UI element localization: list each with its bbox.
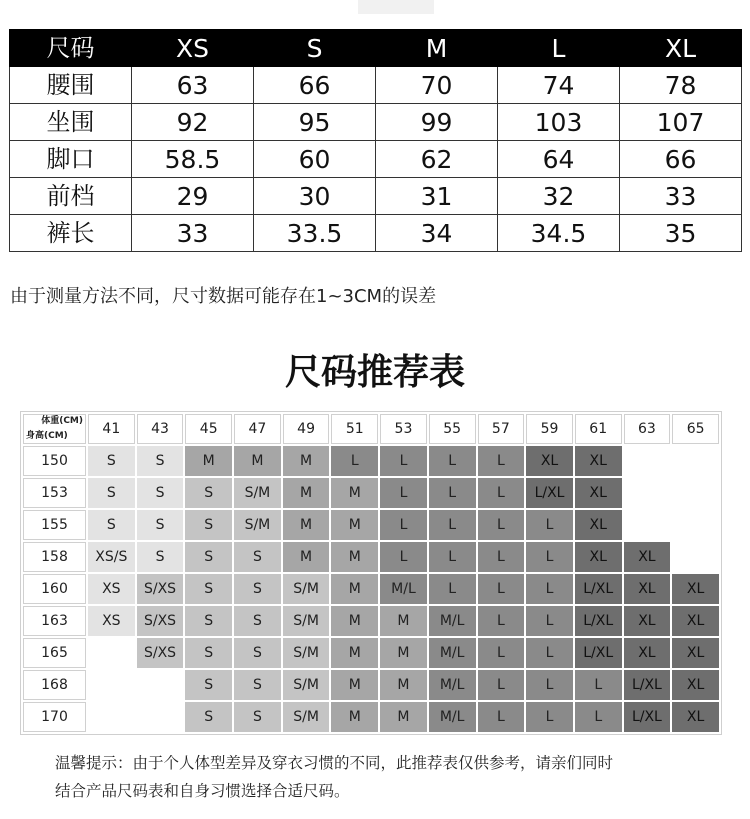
- recommend-empty-cell: [672, 478, 719, 508]
- recommend-size-cell: S: [185, 574, 232, 604]
- size-header-cell: XS: [132, 30, 254, 67]
- recommend-size-cell: M: [331, 670, 378, 700]
- recommend-size-cell: M/L: [429, 702, 476, 732]
- recommend-size-cell: L: [526, 510, 573, 540]
- recommend-size-cell: M/L: [429, 670, 476, 700]
- size-header-label: 尺码: [10, 30, 132, 67]
- size-table: [9, 29, 742, 252]
- recommend-empty-cell: [88, 670, 135, 700]
- weight-header-cell: 61: [575, 414, 622, 444]
- recommend-row: [23, 638, 719, 668]
- recommend-empty-cell: [624, 478, 671, 508]
- recommend-size-cell: S: [88, 510, 135, 540]
- recommend-size-cell: XL: [624, 574, 671, 604]
- size-value-cell: 35: [620, 215, 742, 252]
- size-row-label: 前档: [10, 178, 132, 215]
- size-value-cell: 66: [254, 67, 376, 104]
- recommend-empty-cell: [672, 510, 719, 540]
- recommend-empty-cell: [672, 446, 719, 476]
- weight-header-cell: 59: [526, 414, 573, 444]
- recommend-size-cell: XL: [672, 702, 719, 732]
- size-value-cell: 62: [376, 141, 498, 178]
- recommend-size-cell: XL: [624, 606, 671, 636]
- size-value-cell: 33: [620, 178, 742, 215]
- size-value-cell: 99: [376, 104, 498, 141]
- size-value-cell: 31: [376, 178, 498, 215]
- recommend-title: 尺码推荐表: [284, 352, 465, 393]
- recommend-size-cell: S: [185, 702, 232, 732]
- size-value-cell: 95: [254, 104, 376, 141]
- recommend-size-cell: M: [283, 542, 330, 572]
- recommend-size-cell: M: [380, 638, 427, 668]
- weight-header-cell: 63: [624, 414, 671, 444]
- height-label-cell: 150: [23, 446, 86, 476]
- recommend-size-cell: M: [234, 446, 281, 476]
- weight-header-row: [23, 414, 719, 444]
- recommend-size-cell: M: [185, 446, 232, 476]
- size-header-cell: M: [376, 30, 498, 67]
- recommend-size-cell: L/XL: [624, 670, 671, 700]
- recommend-row: [23, 478, 719, 508]
- recommend-size-cell: M: [283, 510, 330, 540]
- tips-line-1: 温馨提示：由于个人体型差异及穿衣习惯的不同，此推荐表仅供参考，请亲们同时: [55, 754, 614, 772]
- recommend-size-cell: L: [331, 446, 378, 476]
- recommend-row: [23, 670, 719, 700]
- recommend-size-cell: XL: [672, 670, 719, 700]
- recommend-size-cell: XL: [575, 446, 622, 476]
- weight-header-cell: 55: [429, 414, 476, 444]
- recommend-size-cell: L: [526, 606, 573, 636]
- size-value-cell: 66: [620, 141, 742, 178]
- recommend-size-cell: L: [380, 510, 427, 540]
- size-value-cell: 74: [498, 67, 620, 104]
- recommend-size-cell: L: [478, 702, 525, 732]
- recommend-size-cell: S: [185, 606, 232, 636]
- recommend-size-cell: L: [478, 478, 525, 508]
- recommend-size-cell: L: [380, 478, 427, 508]
- recommend-size-cell: XS: [88, 606, 135, 636]
- recommend-size-cell: M: [283, 478, 330, 508]
- recommend-size-cell: L: [478, 606, 525, 636]
- size-header-cell: L: [498, 30, 620, 67]
- height-label-cell: 168: [23, 670, 86, 700]
- recommend-size-cell: S/M: [234, 478, 281, 508]
- recommend-size-cell: M: [283, 446, 330, 476]
- recommend-size-cell: XL: [672, 606, 719, 636]
- recommend-size-cell: XS/S: [88, 542, 135, 572]
- size-value-cell: 30: [254, 178, 376, 215]
- recommend-size-cell: XL: [526, 446, 573, 476]
- recommend-size-cell: L: [429, 510, 476, 540]
- recommend-size-cell: S: [185, 478, 232, 508]
- recommend-size-cell: L/XL: [526, 478, 573, 508]
- recommend-size-cell: L/XL: [575, 606, 622, 636]
- height-label-cell: 158: [23, 542, 86, 572]
- recommend-size-cell: M/L: [380, 574, 427, 604]
- size-value-cell: 92: [132, 104, 254, 141]
- recommend-size-cell: S: [137, 478, 184, 508]
- recommend-size-cell: L: [526, 638, 573, 668]
- tips-line-2: 结合产品尺码表和自身习惯选择合适尺码。: [55, 782, 350, 800]
- weight-header-cell: 41: [88, 414, 135, 444]
- recommend-size-cell: L: [380, 542, 427, 572]
- recommend-size-cell: M: [331, 702, 378, 732]
- weight-header-cell: 47: [234, 414, 281, 444]
- recommend-size-cell: L: [429, 478, 476, 508]
- recommend-size-cell: M: [331, 542, 378, 572]
- recommend-size-cell: S: [234, 670, 281, 700]
- recommend-row: [23, 702, 719, 732]
- recommend-size-cell: M: [331, 574, 378, 604]
- recommend-size-cell: S: [234, 638, 281, 668]
- recommend-size-cell: XL: [624, 542, 671, 572]
- recommend-size-cell: L: [478, 670, 525, 700]
- recommend-size-cell: S/XS: [137, 638, 184, 668]
- recommend-size-cell: L: [429, 574, 476, 604]
- recommend-size-cell: S: [185, 542, 232, 572]
- size-row: [10, 178, 742, 215]
- recommend-row: [23, 542, 719, 572]
- recommend-size-cell: L: [478, 510, 525, 540]
- recommend-size-cell: S: [234, 702, 281, 732]
- recommend-row: [23, 446, 719, 476]
- top-tab-decoration: [358, 0, 434, 14]
- recommend-empty-cell: [137, 702, 184, 732]
- size-value-cell: 64: [498, 141, 620, 178]
- weight-header-cell: 53: [380, 414, 427, 444]
- height-label-cell: 165: [23, 638, 86, 668]
- size-value-cell: 33: [132, 215, 254, 252]
- size-row-label: 脚口: [10, 141, 132, 178]
- recommend-size-cell: M: [380, 670, 427, 700]
- height-label-cell: 160: [23, 574, 86, 604]
- recommend-empty-cell: [624, 510, 671, 540]
- recommend-size-cell: L/XL: [575, 574, 622, 604]
- recommend-size-cell: L: [478, 638, 525, 668]
- size-value-cell: 78: [620, 67, 742, 104]
- recommend-size-cell: L: [526, 542, 573, 572]
- recommend-size-cell: L: [526, 670, 573, 700]
- recommend-empty-cell: [672, 542, 719, 572]
- recommend-size-cell: M: [331, 510, 378, 540]
- size-row-label: 坐围: [10, 104, 132, 141]
- recommend-size-cell: M: [331, 638, 378, 668]
- recommend-size-cell: M: [380, 702, 427, 732]
- recommend-row: [23, 574, 719, 604]
- recommend-size-cell: S/XS: [137, 574, 184, 604]
- recommend-size-cell: S/M: [234, 510, 281, 540]
- size-value-cell: 70: [376, 67, 498, 104]
- recommend-size-cell: M: [331, 478, 378, 508]
- recommend-size-cell: L: [478, 574, 525, 604]
- recommend-empty-cell: [624, 446, 671, 476]
- recommend-size-cell: L: [429, 542, 476, 572]
- height-label-cell: 163: [23, 606, 86, 636]
- recommend-size-cell: M/L: [429, 606, 476, 636]
- tips-text: [55, 749, 613, 805]
- recommend-size-cell: L: [478, 446, 525, 476]
- size-value-cell: 34: [376, 215, 498, 252]
- recommend-row: [23, 606, 719, 636]
- size-value-cell: 33.5: [254, 215, 376, 252]
- recommend-size-cell: S/M: [283, 574, 330, 604]
- measurement-note: 由于测量方法不同，尺寸数据可能存在1~3CM的误差: [10, 286, 437, 307]
- recommend-size-cell: XL: [575, 510, 622, 540]
- weight-header-cell: 65: [672, 414, 719, 444]
- recommend-size-cell: S/M: [283, 702, 330, 732]
- size-value-cell: 63: [132, 67, 254, 104]
- recommend-size-cell: XL: [575, 478, 622, 508]
- recommend-size-cell: XL: [575, 542, 622, 572]
- recommend-size-cell: L: [429, 446, 476, 476]
- weight-header-cell: 45: [185, 414, 232, 444]
- size-value-cell: 58.5: [132, 141, 254, 178]
- recommend-size-cell: M/L: [429, 638, 476, 668]
- recommend-size-cell: L: [526, 702, 573, 732]
- recommend-size-cell: S: [185, 670, 232, 700]
- size-row-label: 裤长: [10, 215, 132, 252]
- size-row: [10, 104, 742, 141]
- weight-header-cell: 49: [283, 414, 330, 444]
- recommend-empty-cell: [88, 638, 135, 668]
- size-row-label: 腰围: [10, 67, 132, 104]
- height-axis-label: 身高(CM): [26, 431, 68, 441]
- size-header-cell: S: [254, 30, 376, 67]
- recommend-size-cell: S/M: [283, 606, 330, 636]
- size-row: [10, 67, 742, 104]
- recommend-empty-cell: [88, 702, 135, 732]
- size-value-cell: 32: [498, 178, 620, 215]
- size-header-row: [10, 30, 742, 67]
- size-value-cell: 107: [620, 104, 742, 141]
- recommend-size-cell: XS: [88, 574, 135, 604]
- size-row: [10, 141, 742, 178]
- weight-header-cell: 43: [137, 414, 184, 444]
- size-value-cell: 29: [132, 178, 254, 215]
- recommend-size-cell: S: [88, 478, 135, 508]
- recommend-size-cell: M: [331, 606, 378, 636]
- recommend-empty-cell: [137, 670, 184, 700]
- recommend-size-cell: L: [526, 574, 573, 604]
- weight-axis-label: 体重(CM): [41, 416, 83, 426]
- recommend-size-cell: S/M: [283, 670, 330, 700]
- recommend-size-cell: L: [575, 702, 622, 732]
- size-recommend-grid: [20, 411, 722, 735]
- recommend-row: [23, 510, 719, 540]
- recommend-size-cell: S: [137, 542, 184, 572]
- size-row: [10, 215, 742, 252]
- recommend-size-cell: S: [137, 446, 184, 476]
- size-header-cell: XL: [620, 30, 742, 67]
- recommend-size-cell: L/XL: [575, 638, 622, 668]
- recommend-size-cell: S: [234, 574, 281, 604]
- recommend-size-cell: S: [185, 510, 232, 540]
- recommend-size-cell: S: [137, 510, 184, 540]
- height-label-cell: 170: [23, 702, 86, 732]
- recommend-size-cell: M: [380, 606, 427, 636]
- recommend-size-cell: XL: [672, 574, 719, 604]
- recommend-size-cell: XL: [672, 638, 719, 668]
- grid-corner-cell: [23, 414, 86, 444]
- weight-header-cell: 57: [478, 414, 525, 444]
- weight-header-cell: 51: [331, 414, 378, 444]
- recommend-size-cell: L: [575, 670, 622, 700]
- recommend-size-cell: S/M: [283, 638, 330, 668]
- size-value-cell: 34.5: [498, 215, 620, 252]
- recommend-size-cell: XL: [624, 638, 671, 668]
- height-label-cell: 153: [23, 478, 86, 508]
- size-value-cell: 103: [498, 104, 620, 141]
- recommend-size-cell: S: [234, 606, 281, 636]
- height-label-cell: 155: [23, 510, 86, 540]
- recommend-size-cell: S: [88, 446, 135, 476]
- recommend-size-cell: S: [185, 638, 232, 668]
- recommend-size-cell: L: [478, 542, 525, 572]
- recommend-size-cell: S/XS: [137, 606, 184, 636]
- recommend-size-cell: L: [380, 446, 427, 476]
- recommend-size-cell: S: [234, 542, 281, 572]
- size-value-cell: 60: [254, 141, 376, 178]
- recommend-size-cell: L/XL: [624, 702, 671, 732]
